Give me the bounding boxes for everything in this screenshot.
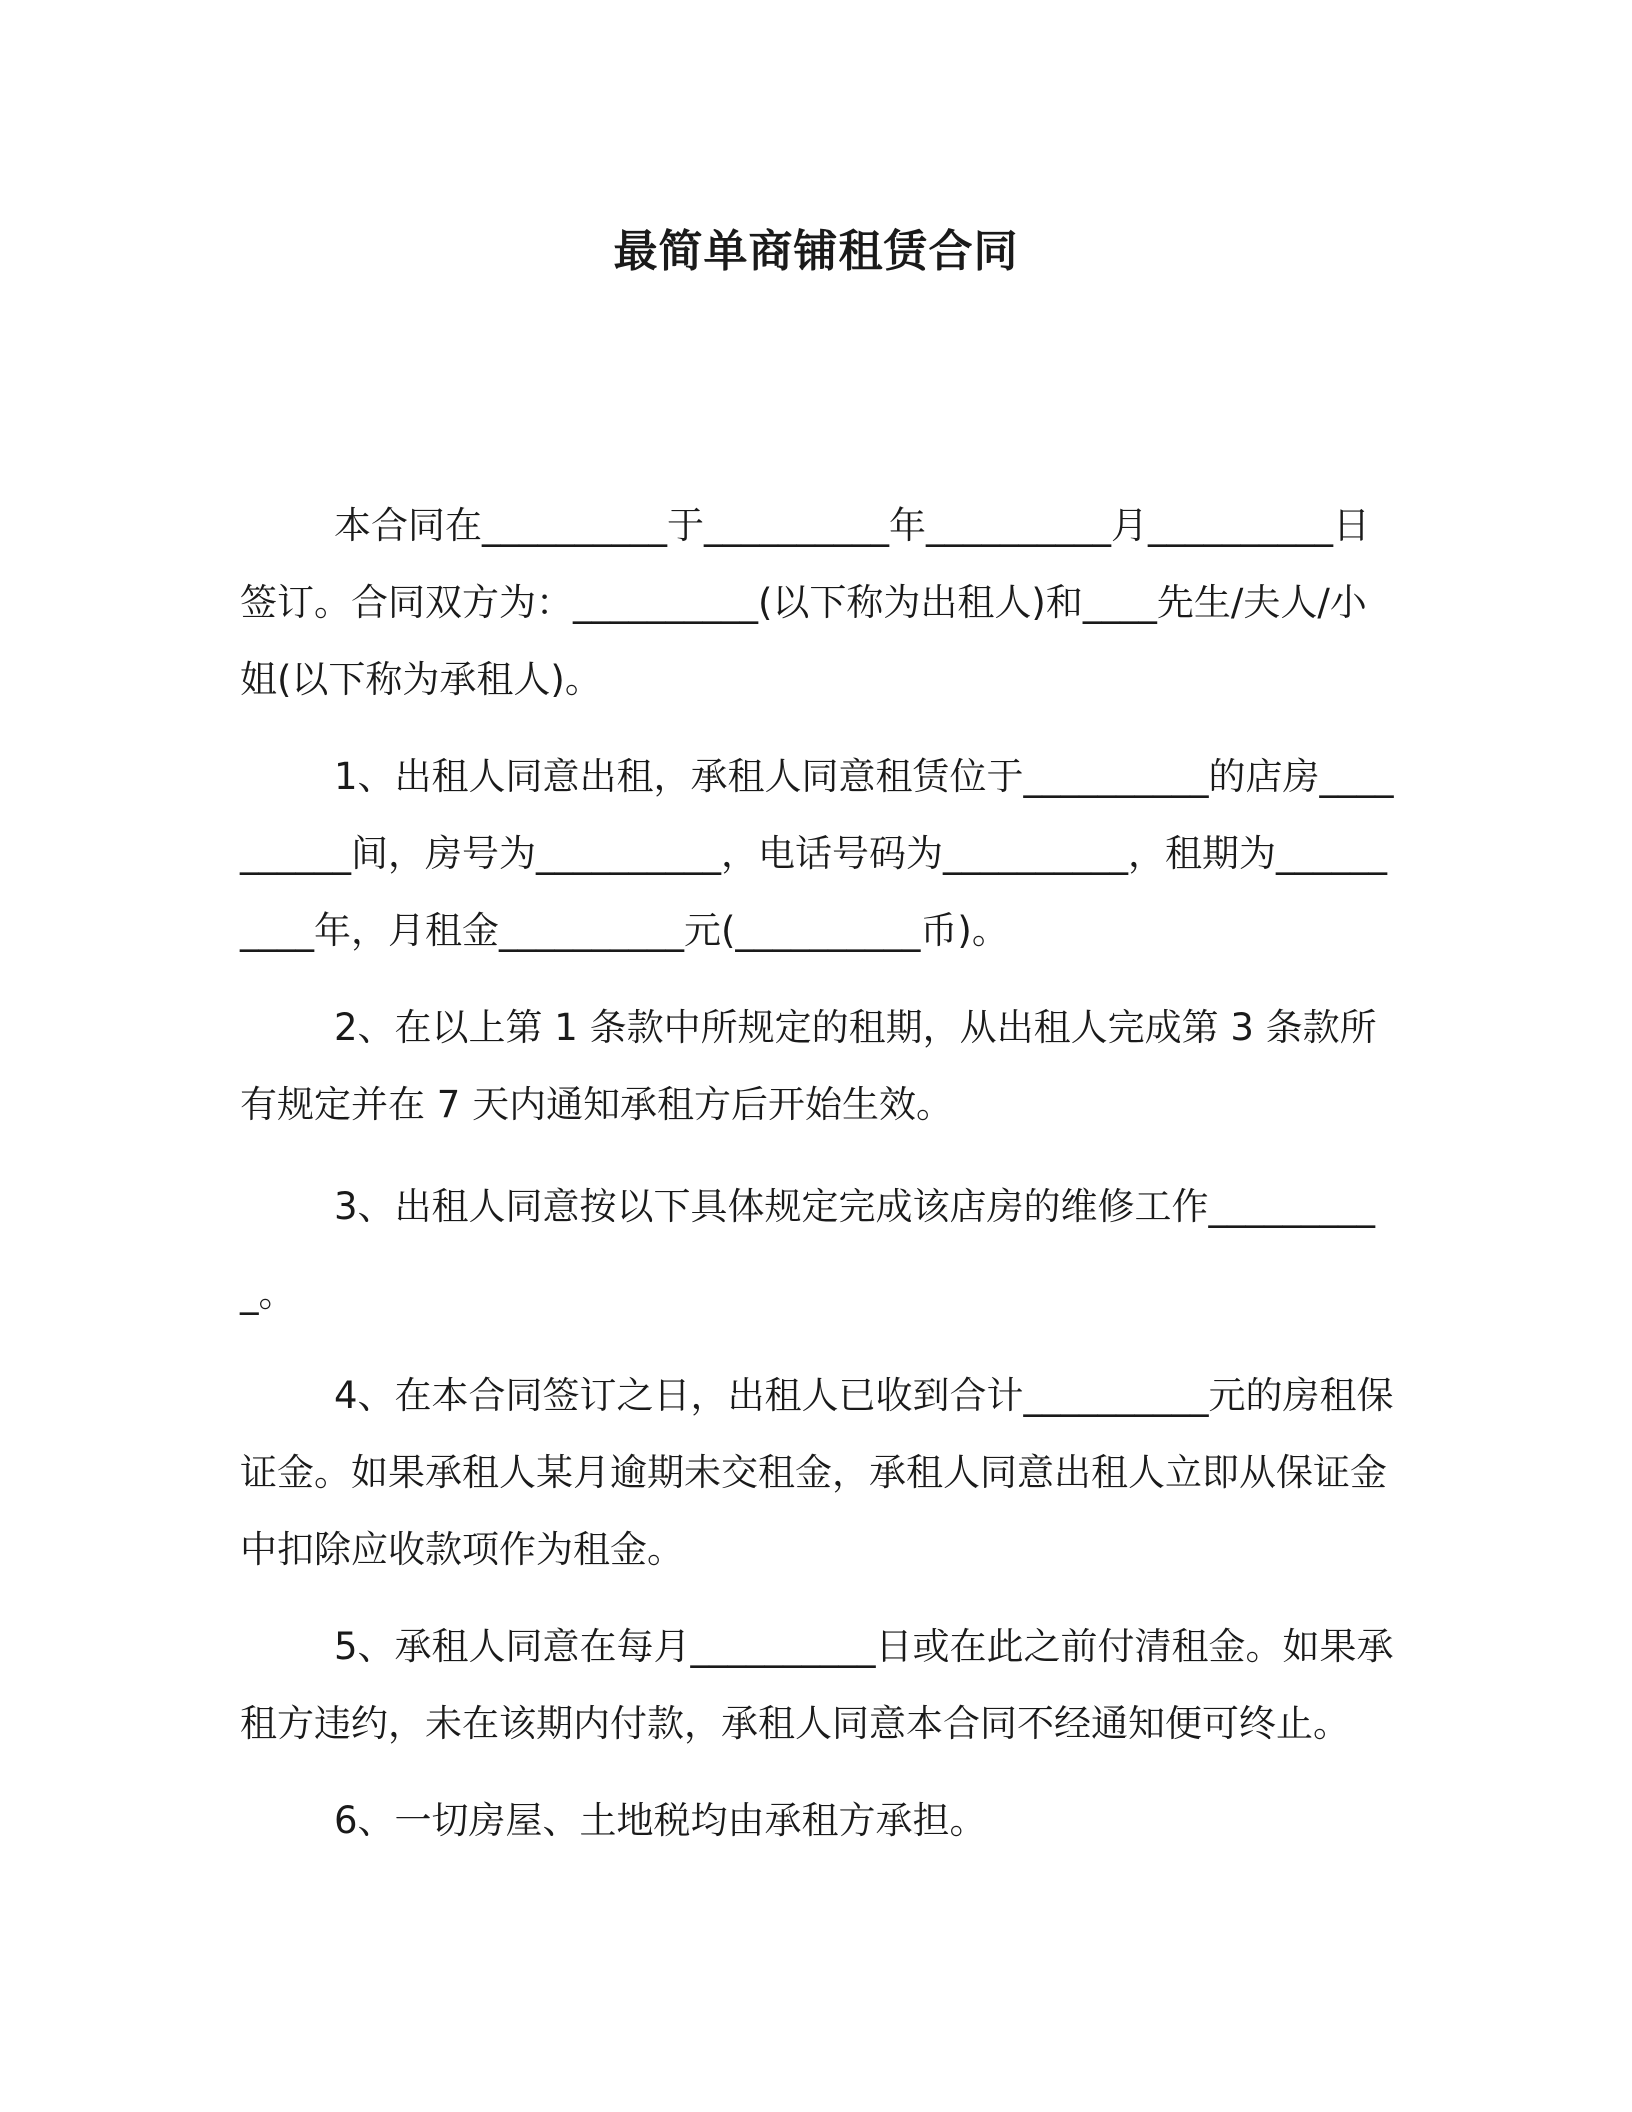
clause-5-paragraph: 5、承租人同意在每月__________日或在此之前付清租金。如果承租方违约，未在该期内付款，承租人同意本合同不经通知便可终止。: [240, 1625, 1394, 1745]
clause-2-paragraph: 2、在以上第 1 条款中所规定的租期，从出租人完成第 3 条款所有规定并在 7 天内通知承租方后开始生效。: [240, 1006, 1377, 1126]
clause-6-paragraph: 6、一切房屋、土地税均由承租方承担。: [334, 1799, 987, 1842]
clause-1-paragraph: 1、出租人同意出租，承租人同意租赁位于__________的店房__________间，房号为__________，电话号码为__________，租期为__________年，月租金__________元(__________币)。: [240, 755, 1394, 952]
document-body: [240, 487, 1395, 1859]
clause-3-paragraph: 3、出租人同意按以下具体规定完成该店房的维修工作__________。: [240, 1185, 1376, 1315]
preamble-paragraph: 本合同在__________于__________年__________月__________日签订。合同双方为：__________(以下称为出租人)和____先生/夫人/小姐(以下称为承租人)。: [240, 504, 1370, 701]
clause-4-paragraph: 4、在本合同签订之日，出租人已收到合计__________元的房租保证金。如果承租人某月逾期未交租金，承租人同意出租人立即从保证金中扣除应收款项作为租金。: [240, 1374, 1394, 1571]
document-title: 最简单商铺租赁合同: [613, 226, 1019, 277]
